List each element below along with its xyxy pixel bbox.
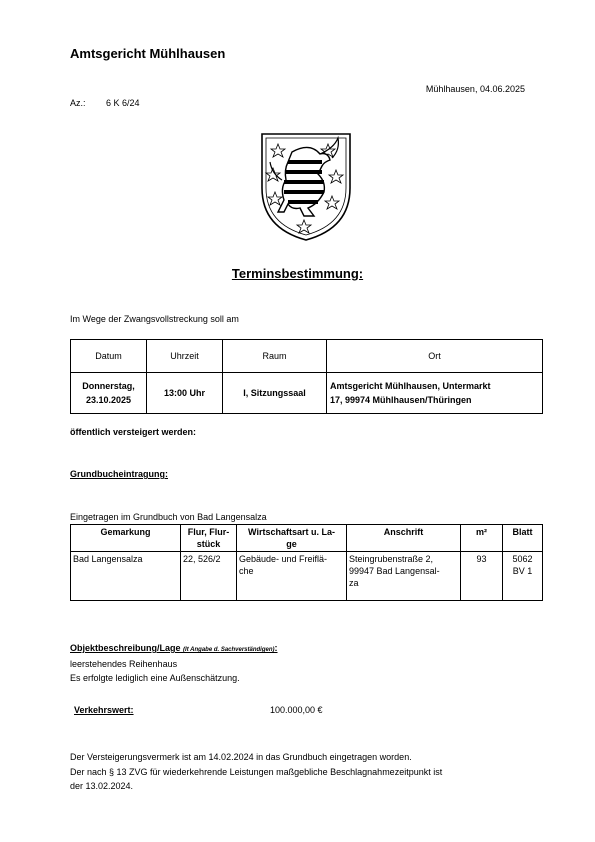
intro-text: Im Wege der Zwangsvollstreckung soll am [70,314,239,324]
closing-line3: der 13.02.2024. [70,781,134,791]
wirtschaft-header-line1: Wirtschaftsart u. La- [248,527,335,537]
header-raum: Raum [223,340,327,373]
datum-line2: 23.10.2025 [85,395,132,405]
anschrift-line1: Steingrubenstraße 2, [349,554,434,564]
grundbuch-table-header [71,525,543,552]
court-name: Amtsgericht Mühlhausen [70,46,226,61]
page-title: Terminsbestimmung: [231,266,364,281]
closing-line1: Der Versteigerungsvermerk ist am 14.02.2024 in das Grundbuch eingetragen worden. [70,752,412,762]
flur-header-line1: Flur, Flur- [187,527,230,537]
file-number-value: 6 K 6/24 [106,98,140,108]
header-datum: Datum [71,340,147,373]
header-anschrift: Anschrift [347,525,461,552]
ort-line2: 17, 99974 Mühlhausen/Thüringen [330,395,472,405]
objekt-line1: leerstehendes Reihenhaus [70,659,178,669]
anschrift-line3: za [349,578,359,588]
wirtschaft-header-line2: ge [286,539,297,549]
file-number-label: Az.: [70,98,86,108]
cell-datum [71,373,147,414]
cell-gemarkung: Bad Langensalza [71,552,181,601]
place-date: Mühlhausen, 04.06.2025 [425,84,525,94]
header-blatt: Blatt [503,525,543,552]
termin-table-header [71,340,543,373]
termin-table [70,339,543,414]
closing-line2: Der nach § 13 ZVG für wiederkehrende Leistungen maßgebliche Beschlagnahmezeitpunkt ist [70,767,443,777]
cell-raum: I, Sitzungssaal [223,373,327,414]
objekt-heading-note: (lt Angabe d. Sachverständigen) [183,647,275,653]
datum-line1: Donnerstag, [82,381,135,391]
blatt-line1: 5062 [512,554,533,564]
header-ort: Ort [327,340,543,373]
grundbuch-heading: Grundbucheintragung: [70,469,168,479]
file-number [70,98,140,108]
anschrift-line2: 99947 Bad Langensal- [349,566,440,576]
header-flur [181,525,237,552]
header-qm: m² [461,525,503,552]
verkehrswert-label: Verkehrswert: [74,705,134,715]
cell-anschrift [347,552,461,601]
header-uhrzeit: Uhrzeit [147,340,223,373]
header-wirtschaft [237,525,347,552]
verkehrswert-value: 100.000,00 € [270,705,323,715]
grundbuch-line: Eingetragen im Grundbuch von Bad Langensalza [70,512,267,522]
table-row [71,552,543,601]
header-gemarkung: Gemarkung [71,525,181,552]
table-row [71,373,543,414]
cell-ort [327,373,543,414]
cell-wirtschaft [237,552,347,601]
blatt-line2: BV 1 [512,566,533,576]
objekt-heading [70,643,278,653]
cell-blatt [503,552,543,601]
ort-line1: Amtsgericht Mühlhausen, Untermarkt [330,381,491,391]
flur-header-line2: stück [196,539,221,549]
cell-qm: 93 [461,552,503,601]
cell-flur: 22, 526/2 [181,552,237,601]
objekt-line2: Es erfolgte lediglich eine Außenschätzung. [70,673,240,683]
thuringia-coat-of-arms-icon [258,130,354,242]
wirtschaft-line1: Gebäude- und Freiflä- [239,554,328,564]
objekt-heading-colon: : [274,643,278,653]
cell-uhrzeit: 13:00 Uhr [147,373,223,414]
wirtschaft-line2: che [239,566,254,576]
auction-notice: öffentlich versteigert werden: [70,427,197,437]
grundbuch-table [70,524,543,601]
objekt-heading-text: Objektbeschreibung/Lage [70,643,181,653]
